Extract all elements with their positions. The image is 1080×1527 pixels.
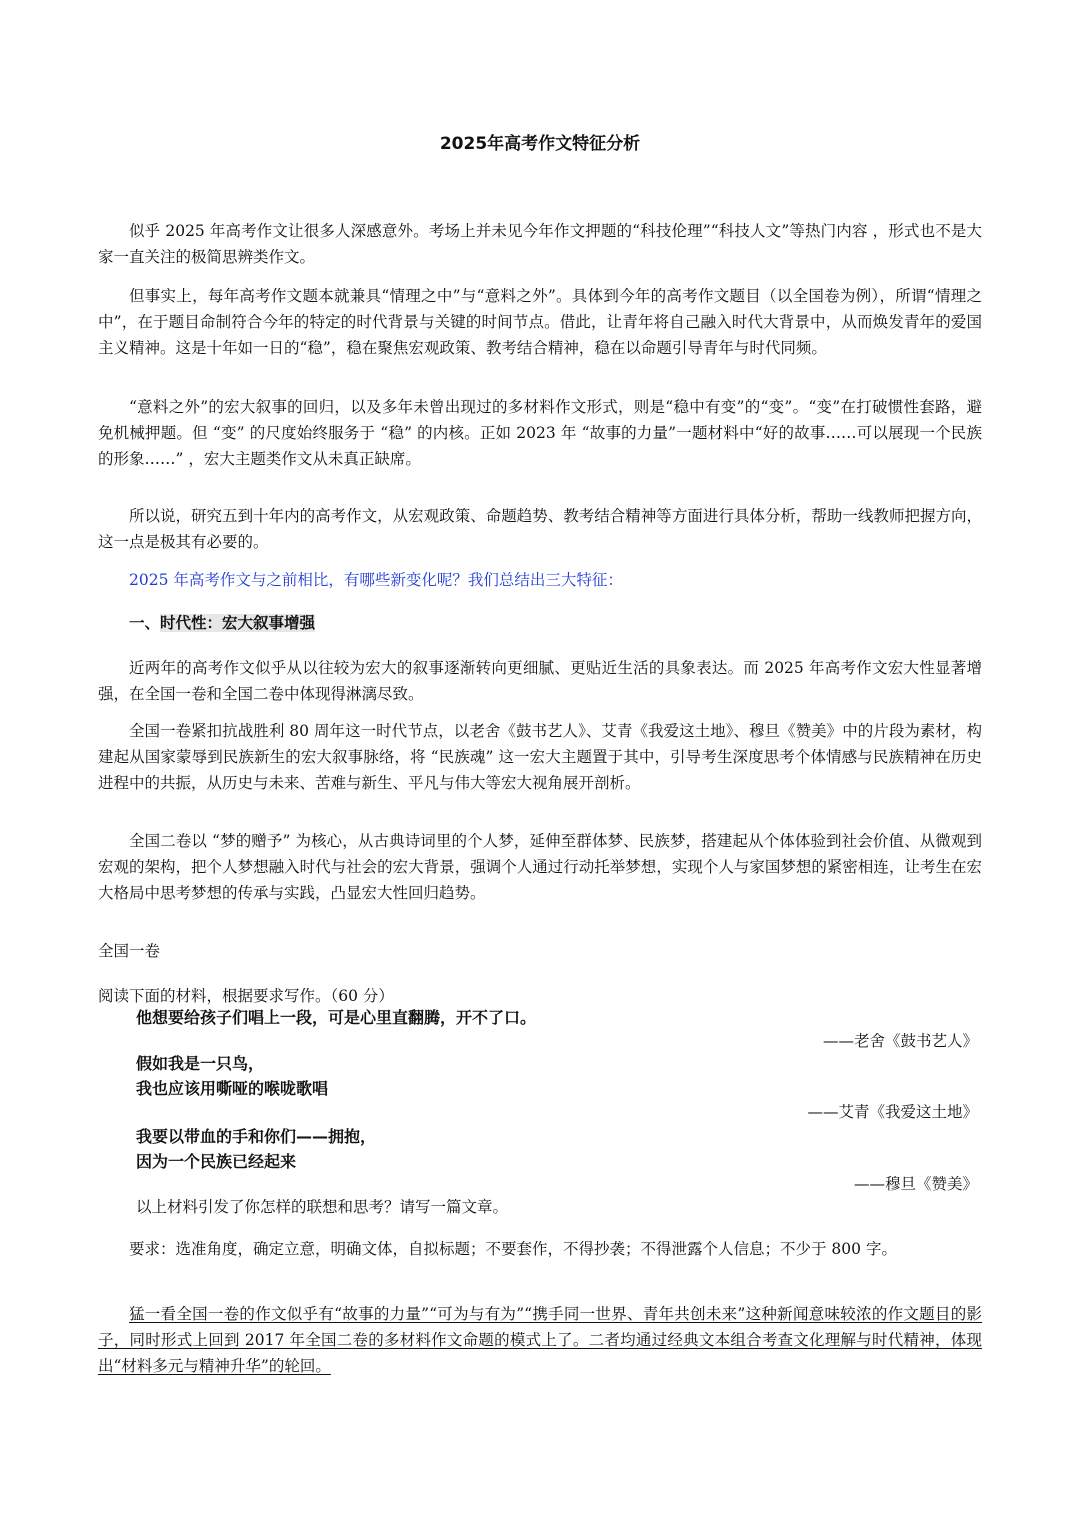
section-heading-1 <box>98 610 982 636</box>
quote-aiqing-line2: 我也应该用嘶哑的喉咙歌唱 <box>136 1079 329 1098</box>
exam-instruction: 阅读下面的材料，根据要求写作。（60 分） <box>98 987 394 1005</box>
paragraph-research: 所以说，研究五到十年内的高考作文，从宏观政策、命题趋势、教考结合精神等方面进行具体分析，帮助一线教师把握方向，这一点是极其有必要的。 <box>98 507 982 551</box>
quote-laoshe-source: ——老舍《鼓书艺人》 <box>822 1032 978 1050</box>
exam-heading: 全国一卷 <box>98 942 161 960</box>
quote-mudan-line1: 我要以带血的手和你们——拥抱， <box>136 1127 377 1146</box>
quote-laoshe-line: 他想要给孩子们唱上一段，可是心里直翻腾，开不了口。 <box>136 1008 537 1027</box>
analysis-paragraph: 猛一看全国一卷的作文似乎有“故事的力量”“可为与有为”“携手同一世界、青年共创未来”这种新闻意味较浓的作文题目的影子，同时形式上回到 2017 年全国二卷的多材料作文命题的模式上了。二者均通过经典文本组合考查文化理解与时代精神，体现出“材料多元与精神升华”的轮回。 <box>98 1305 982 1375</box>
paragraph-change: “意料之外”的宏大叙事的回归，以及多年未曾出现过的多材料作文形式，则是“稳中有变”的“变”。“变”在打破惯性套路，避免机械押题。但 “变” 的尺度始终服务于 “稳” 的内核。正如 2023 年 “故事的力量”一题材料中“好的故事……可以展现一个民族的形象……” ，宏大主题类作文从未真正缺席。 <box>98 398 982 468</box>
paragraph-paper-one: 全国一卷紧扣抗战胜利 80 周年这一时代节点，以老舍《鼓书艺人》、艾青《我爱这土地》、穆旦《赞美》中的片段为素材，构建起从国家蒙辱到民族新生的宏大叙事脉络，将 “民族魂” 这一宏大主题置于其中，引导考生深度思考个体情感与民族精神在历史进程中的共振，从历史与未来、苦难与新生、平凡与伟大等宏大视角展开剖析。 <box>98 722 982 792</box>
exam-prompt: 以上材料引发了你怎样的联想和思考？请写一篇文章。 <box>136 1198 509 1216</box>
paragraph-features-intro: 2025 年高考作文与之前相比，有哪些新变化呢？我们总结出三大特征： <box>129 571 623 589</box>
section-title: 时代性：宏大叙事增强 <box>160 614 316 632</box>
document-title: 2025年高考作文特征分析 <box>439 134 641 154</box>
quote-aiqing-source: ——艾青《我爱这土地》 <box>807 1103 978 1121</box>
paragraph-expectation: 但事实上，每年高考作文题本就兼具“情理之中”与“意料之外”。具体到今年的高考作文题目（以全国卷为例），所谓“情理之中”，在于题目命制符合今年的特定的时代背景与关键的时间节点。借此，让青年将自己融入时代大背景中，从而焕发青年的爱国主义精神。这是十年如一日的“稳”，稳在聚焦宏观政策、教考结合精神，稳在以命题引导青年与时代同频。 <box>98 287 982 357</box>
quote-mudan-line2: 因为一个民族已经起来 <box>136 1152 297 1171</box>
section-number: 一、 <box>129 614 161 632</box>
quote-mudan-source: ——穆旦《赞美》 <box>853 1175 978 1193</box>
quote-aiqing-line1: 假如我是一只鸟， <box>136 1054 265 1073</box>
paragraph-paper-two: 全国二卷以 “梦的赠予” 为核心，从古典诗词里的个人梦，延伸至群体梦、民族梦，搭建起从个体体验到社会价值、从微观到宏观的架构，把个人梦想融入时代与社会的宏大背景，强调个人通过行动托举梦想，实现个人与家国梦想的紧密相连，让考生在宏大格局中思考梦想的传承与实践，凸显宏大性回归趋势。 <box>98 832 982 902</box>
exam-requirement: 要求：选准角度，确定立意，明确文体，自拟标题；不要套作，不得抄袭；不得泄露个人信息；不少于 800 字。 <box>129 1240 897 1258</box>
paragraph-intro: 似乎 2025 年高考作文让很多人深感意外。考场上并未见今年作文押题的“科技伦理”“科技人文”等热门内容 ，形式也不是大家一直关注的极简思辨类作文。 <box>98 222 982 266</box>
paragraph-trend: 近两年的高考作文似乎从以往较为宏大的叙事逐渐转向更细腻、更贴近生活的具象表达。而 2025 年高考作文宏大性显著增强，在全国一卷和全国二卷中体现得淋漓尽致。 <box>98 659 982 703</box>
